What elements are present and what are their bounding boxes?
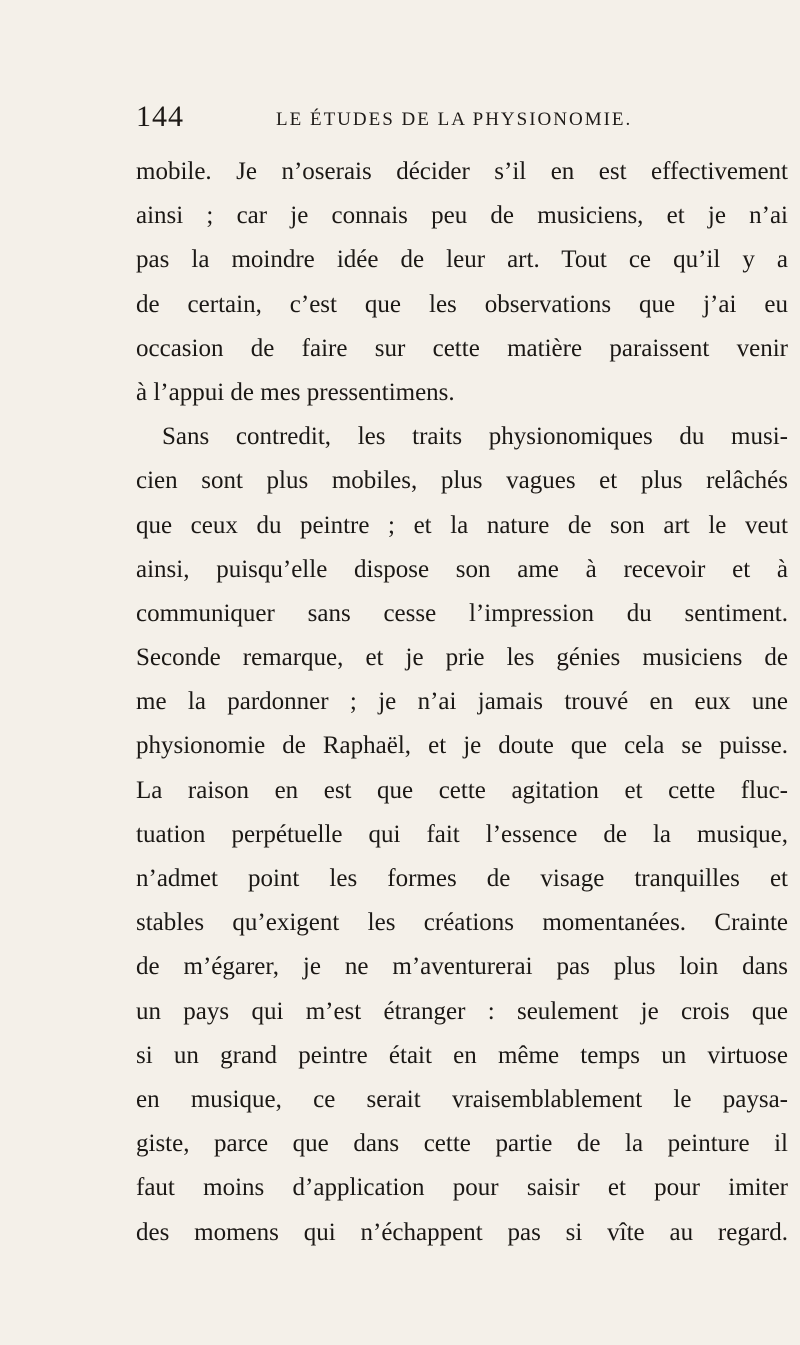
text-line: me la pardonner ; je n’ai jamais trouvé en eux une bbox=[136, 688, 788, 716]
text-line: à l’appui de mes pressentimens. bbox=[136, 378, 455, 406]
text-line: La raison en est que cette agitation et cette fluc- bbox=[136, 776, 788, 804]
text-line: stables qu’exigent les créations momentanées. Crainte bbox=[136, 909, 788, 937]
text-line: tuation perpétuelle qui fait l’essence de la musique, bbox=[136, 820, 788, 848]
text-line: de m’égarer, je ne m’aventurerai pas plus loin dans bbox=[136, 953, 788, 981]
text-line: Seconde remarque, et je prie les génies musiciens de bbox=[136, 644, 788, 672]
text-line: cien sont plus mobiles, plus vagues et plus relâchés bbox=[136, 467, 788, 495]
running-head-title: LE ÉTUDES DE LA PHYSIONOMIE. bbox=[276, 109, 633, 130]
text-line: Sans contredit, les traits physionomiques du musi- bbox=[162, 423, 788, 451]
text-line: un pays qui m’est étranger : seulement je crois que bbox=[136, 997, 788, 1025]
text-line: faut moins d’application pour saisir et pour imiter bbox=[136, 1174, 788, 1202]
text-line: de certain, c’est que les observations que j’ai eu bbox=[136, 290, 788, 318]
running-head bbox=[136, 100, 786, 140]
text-line: giste, parce que dans cette partie de la peinture il bbox=[136, 1130, 788, 1158]
text-line: si un grand peintre était en même temps un virtuose bbox=[136, 1041, 788, 1069]
page-number: 144 bbox=[136, 100, 184, 133]
body-text bbox=[136, 150, 788, 1255]
text-line: n’admet point les formes de visage tranquilles et bbox=[136, 865, 788, 892]
text-line: physionomie de Raphaël, et je doute que cela se puisse. bbox=[136, 732, 788, 760]
text-line: mobile. Je n’oserais décider s’il en est effectivement bbox=[136, 158, 788, 185]
text-line: des momens qui n’échappent pas si vîte au regard. bbox=[136, 1218, 788, 1246]
text-line: occasion de faire sur cette matière paraissent venir bbox=[136, 334, 788, 362]
text-line: pas la moindre idée de leur art. Tout ce qu’il y a bbox=[136, 246, 788, 274]
text-line: ainsi, puisqu’elle dispose son ame à recevoir et à bbox=[136, 555, 788, 583]
text-line: communiquer sans cesse l’impression du sentiment. bbox=[136, 599, 788, 627]
text-line: que ceux du peintre ; et la nature de son art le veut bbox=[136, 511, 788, 539]
text-line: en musique, ce serait vraisemblablement le paysa- bbox=[136, 1085, 788, 1113]
text-line: ainsi ; car je connais peu de musiciens, et je n’ai bbox=[136, 202, 788, 230]
